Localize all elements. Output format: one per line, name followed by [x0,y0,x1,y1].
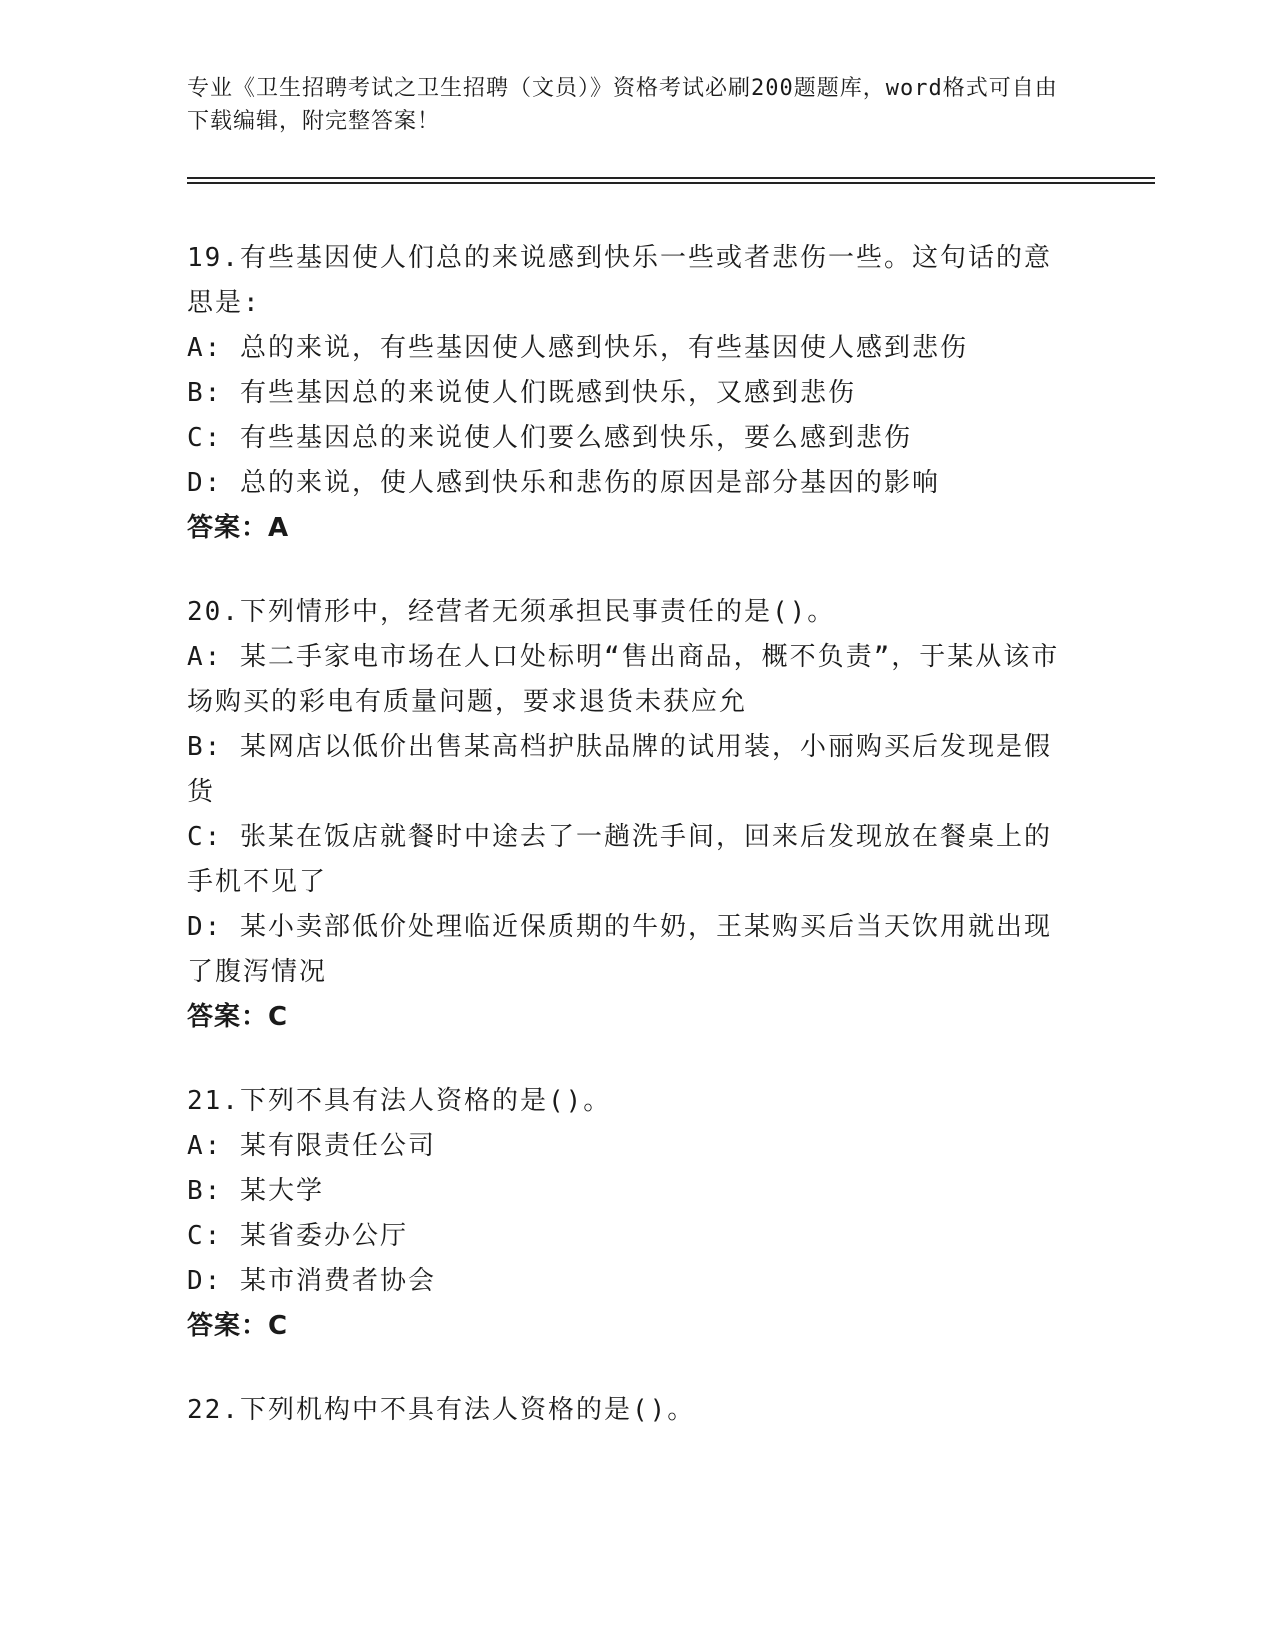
option-a: A: 某二手家电市场在人口处标明“售出商品，概不负责”，于某从该市场购买的彩电有质量问题，要求退货未获应允 [187,642,1060,717]
question-list [187,236,1077,1472]
option-a: A: 某有限责任公司 [187,1131,436,1161]
header-title: 专业《卫生招聘考试之卫生招聘（文员）》资格考试必刷200题题库，word格式可自由下载编辑，附完整答案！ [187,76,1058,134]
question-21 [187,1079,1077,1349]
question-stem: 20.下列情形中，经营者无须承担民事责任的是()。 [187,597,836,627]
question-22 [187,1388,1077,1433]
option-d: D: 某小卖部低价处理临近保质期的牛奶，王某购买后当天饮用就出现了腹泻情况 [187,912,1052,987]
option-c: C: 张某在饭店就餐时中途去了一趟洗手间，回来后发现放在餐桌上的手机不见了 [187,822,1052,897]
question-stem: 22.下列机构中不具有法人资格的是()。 [187,1395,696,1425]
header-divider-bottom [187,182,1155,184]
question-19 [187,236,1077,551]
option-a: A: 总的来说，有些基因使人感到快乐，有些基因使人感到悲伤 [187,333,968,363]
option-c: C: 某省委办公厅 [187,1221,408,1251]
option-c: C: 有些基因总的来说使人们要么感到快乐，要么感到悲伤 [187,423,912,453]
header-divider-top [187,177,1155,179]
answer-label: 答案：C [187,1311,289,1341]
option-b: B: 某网店以低价出售某高档护肤品牌的试用装，小丽购买后发现是假货 [187,732,1052,807]
option-b: B: 有些基因总的来说使人们既感到快乐，又感到悲伤 [187,378,856,408]
answer-label: 答案：A [187,513,290,543]
document-header [187,72,1067,138]
question-stem: 19.有些基因使人们总的来说感到快乐一些或者悲伤一些。这句话的意思是: [187,243,1052,318]
option-d: D: 某市消费者协会 [187,1266,436,1296]
question-stem: 21.下列不具有法人资格的是()。 [187,1086,612,1116]
option-b: B: 某大学 [187,1176,324,1206]
answer-label: 答案：C [187,1002,289,1032]
question-20 [187,590,1077,1040]
option-d: D: 总的来说，使人感到快乐和悲伤的原因是部分基因的影响 [187,468,940,498]
